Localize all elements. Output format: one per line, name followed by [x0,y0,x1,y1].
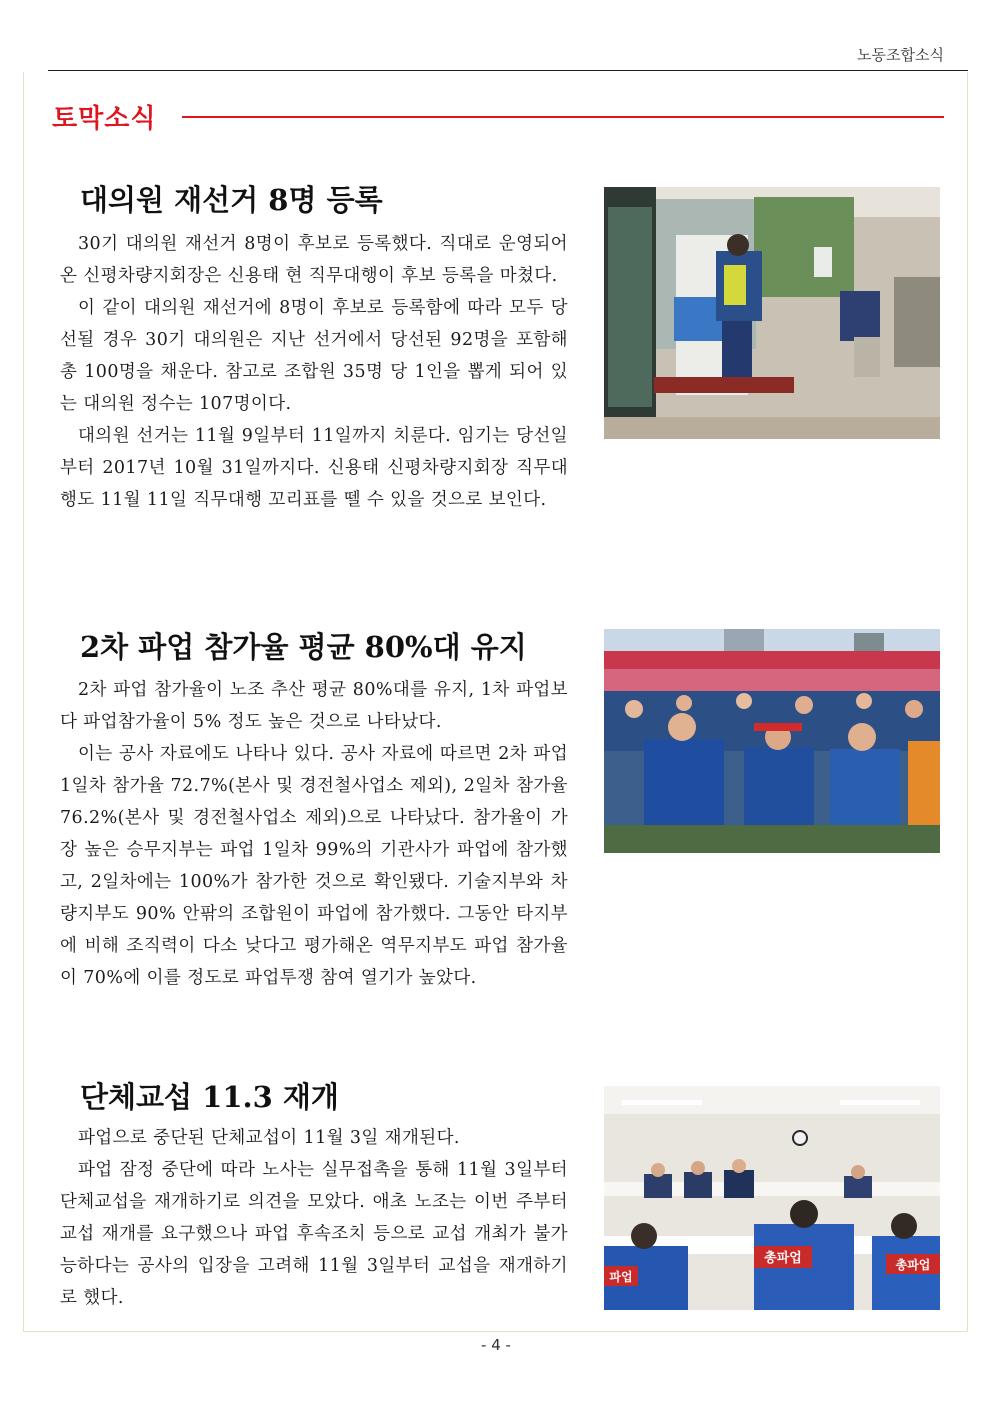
article-1-body [60,228,568,516]
photo-vest-label: 총파업 [895,1258,931,1272]
photo-bargaining-meeting [604,1086,940,1310]
header-rule [48,70,968,71]
article-2-paragraph: 2차 파업 참가율이 노조 추산 평균 80%대를 유지, 1차 파업보다 파업참가율이 5% 정도 높은 것으로 나타났다. [60,680,568,732]
article-1-paragraph: 30기 대의원 재선거 8명이 후보로 등록했다. 직대로 운영되어온 신평차량지회장은 신용태 현 직무대행이 후보 등록을 마쳤다. [60,234,568,286]
article-2-heading: 2차 파업 참가율 평균 80%대 유지 [80,630,527,664]
section-title: 토막소식 [52,104,157,134]
article-3-body [60,1122,568,1314]
page-number: - 4 - [481,1336,511,1354]
article-1-heading: 대의원 재선거 8명 등록 [80,183,383,217]
photo-vest-label: 총파업 [764,1251,802,1266]
article-2-paragraph: 이는 공사 자료에도 나타나 있다. 공사 자료에 따르면 2차 파업 1일차 참가율 72.7%(본사 및 경전철사업소 제외), 2일차 참가율 76.2%(본사 및 경전철사업소 제외)으로 나타났다. 참가율이 가장 높은 승무지부는 파업 1일차 99%의 기관사가 파업에 참가했고, 2일차에는 100%가 참가한 것으로 확인됐다. 기술지부와 차량지부도 90% 안팎의 조합원이 파업에 참가했다. 그동안 타지부에 비해 조직력이 다소 낮다고 평가해온 역무지부도 파업 참가율이 70%에 이를 정도로 파업투쟁 참여 열기가 높았다. [60,744,568,988]
article-1-paragraph: 이 같이 대의원 재선거에 8명이 후보로 등록함에 따라 모두 당선될 경우 30기 대의원은 지난 선거에서 당선된 92명을 포함해 총 100명을 채운다. 참고로 조합원 35명 당 1인을 뽑게 되어 있는 대의원 정수는 107명이다. [60,298,568,414]
running-header: 노동조합소식 [857,46,944,64]
article-2-body [60,674,568,994]
article-3-paragraph: 파업 잠정 중단에 따라 노사는 실무접촉을 통해 11월 3일부터 단체교섭을 재개하기로 의견을 모았다. 애초 노조는 이번 주부터 교섭 재개를 요구했으나 파업 후속조치 등으로 교섭 개최가 불가능하다는 공사의 입장을 고려해 11월 3일부터 교섭을 재개하기로 했다. [60,1160,568,1308]
section-title-rule [182,116,944,118]
photo-candidate-registration [604,187,940,439]
article-3-paragraph: 파업으로 중단된 단체교섭이 11월 3일 재개된다. [78,1128,460,1148]
photo-strike-rally [604,629,940,853]
photo-vest-label: 파업 [609,1270,633,1284]
article-3-heading: 단체교섭 11.3 재개 [80,1080,339,1114]
article-1-paragraph: 대의원 선거는 11월 9일부터 11일까지 치룬다. 임기는 당선일부터 2017년 10월 31일까지다. 신용태 신평차량지회장 직무대행도 11월 11일 직무대행 꼬리표를 뗄 수 있을 것으로 보인다. [60,426,568,510]
